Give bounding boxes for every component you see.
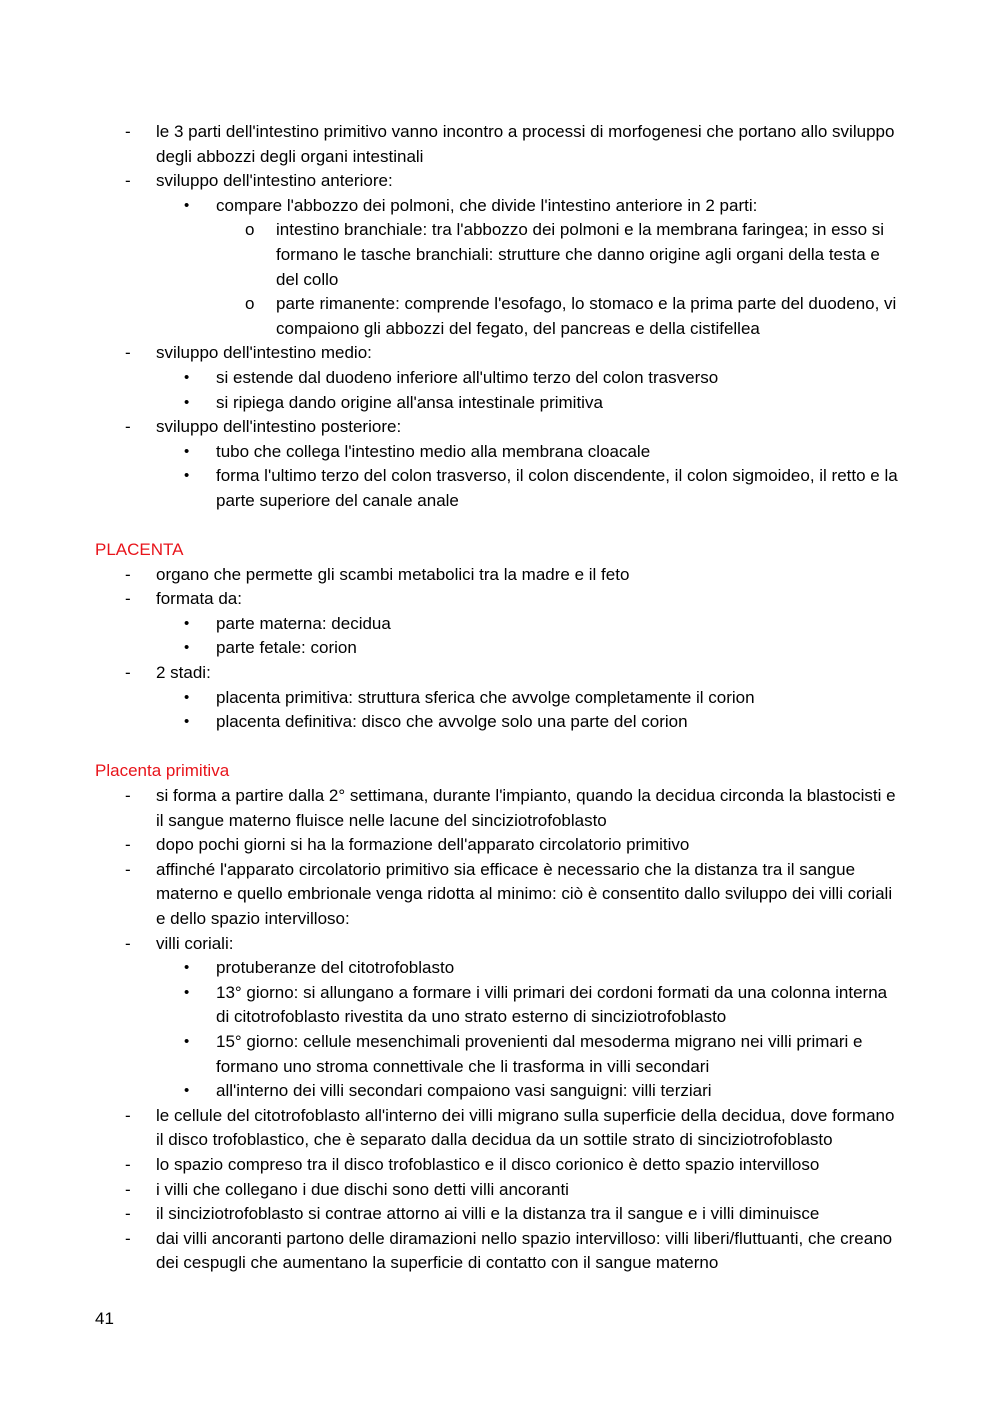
- list-item: [95, 932, 905, 957]
- list-item-text: forma l'ultimo terzo del colon trasverso, il colon discendente, il colon sigmoideo, il retto e la parte superiore del canale anale: [216, 466, 898, 510]
- list-item-text: formata da:: [156, 589, 242, 609]
- dash-marker: -: [125, 1228, 131, 1248]
- list-item-text: dai villi ancoranti partono delle diramazioni nello spazio intervilloso: villi liberi/fluttuanti, che creano dei cespugli che aumentano la superficie di contatto con il sangue materno: [156, 1228, 893, 1273]
- list-item-text: sviluppo dell'intestino posteriore:: [156, 417, 402, 437]
- list-item: [95, 415, 905, 440]
- dash-marker: -: [125, 859, 131, 879]
- page-number: 41: [95, 1309, 114, 1328]
- dash-marker: -: [125, 417, 131, 437]
- dash-marker: -: [125, 663, 131, 683]
- list-item-text: placenta primitiva: struttura sferica che avvolge completamente il corion: [216, 687, 755, 707]
- bullet-marker: •: [184, 1032, 190, 1050]
- dash-marker: -: [125, 1105, 131, 1125]
- sub-marker: o: [245, 294, 255, 314]
- list-item: [95, 218, 905, 292]
- list-item: [95, 1030, 905, 1079]
- bullet-marker: •: [184, 614, 190, 632]
- list-item: [95, 1202, 905, 1227]
- list-item: [95, 833, 905, 858]
- dash-marker: -: [125, 589, 131, 609]
- list-item-text: all'interno dei villi secondari compaiono vasi sanguigni: villi terziari: [216, 1081, 712, 1101]
- bullet-marker: •: [184, 959, 190, 977]
- list-item: [95, 1227, 905, 1276]
- bullet-marker: •: [184, 688, 190, 706]
- sub-marker: o: [245, 220, 255, 240]
- dash-marker: -: [125, 1204, 131, 1224]
- bullet-marker: •: [184, 393, 190, 411]
- dash-marker: -: [125, 835, 131, 855]
- list-item-text: affinché l'apparato circolatorio primitivo sia efficace è necessario che la distanza tra il sangue materno e quello embrionale venga ridotta al minimo: ciò è consentito dallo sviluppo dei villi coriali e dello spazio intervilloso:: [156, 859, 893, 928]
- list-item-text: le 3 parti dell'intestino primitivo vanno incontro a processi di morfogenesi che portano allo sviluppo degli abbozzi degli organi intestinali: [156, 122, 895, 166]
- dash-marker: -: [125, 786, 131, 806]
- list-item-text: il sinciziotrofoblasto si contrae attorno ai villi e la distanza tra il sangue e i villi diminuisce: [156, 1204, 820, 1224]
- list-item: [95, 366, 905, 391]
- list-item-text: parte materna: decidua: [216, 613, 391, 633]
- list-item-text: le cellule del citotrofoblasto all'interno dei villi migrano sulla superficie della decidua, dove formano il disco trofoblastico, che è separato dalla decidua da un sottile strato di sinciziotrofoblasto: [156, 1105, 895, 1150]
- list-item: [95, 292, 905, 341]
- list-item: [95, 169, 905, 194]
- dash-marker: -: [125, 1179, 131, 1199]
- page-content: [95, 120, 905, 1276]
- bullet-marker: •: [184, 196, 190, 214]
- list-item: [95, 686, 905, 711]
- dash-marker: -: [125, 343, 131, 363]
- list-item-text: tubo che collega l'intestino medio alla membrana cloacale: [216, 441, 651, 461]
- list-item-text: 15° giorno: cellule mesenchimali provenienti dal mesoderma migrano nei villi primari e formano uno stroma connettivale che li trasforma in villi secondari: [216, 1031, 863, 1076]
- bullet-marker: •: [184, 713, 190, 731]
- dash-marker: -: [125, 933, 131, 953]
- list-item-text: placenta definitiva: disco che avvolge solo una parte del corion: [216, 712, 688, 732]
- list-item: [95, 1178, 905, 1203]
- list-item-text: compare l'abbozzo dei polmoni, che divide l'intestino anteriore in 2 parti:: [216, 195, 758, 215]
- list-item-text: parte rimanente: comprende l'esofago, lo stomaco e la prima parte del duodeno, vi compaiono gli abbozzi del fegato, del pancreas e della cistifellea: [276, 294, 897, 338]
- paragraph-gap: [95, 735, 905, 760]
- list-item: [95, 784, 905, 833]
- list-item-text: 2 stadi:: [156, 663, 211, 683]
- list-item: [95, 612, 905, 637]
- list-item: [95, 341, 905, 366]
- list-item: [95, 587, 905, 612]
- list-item: [95, 194, 905, 219]
- list-item-text: si estende dal duodeno inferiore all'ultimo terzo del colon trasverso: [216, 367, 719, 387]
- bullet-marker: •: [184, 983, 190, 1001]
- bullet-marker: •: [184, 368, 190, 386]
- section-heading-placenta-primitiva: Placenta primitiva: [95, 761, 230, 781]
- list-item: [95, 464, 905, 513]
- list-item: [95, 1079, 905, 1104]
- list-item: [95, 636, 905, 661]
- paragraph-gap: [95, 514, 905, 539]
- list-item-text: i villi che collegano i due dischi sono detti villi ancoranti: [156, 1179, 569, 1199]
- list-item-text: intestino branchiale: tra l'abbozzo dei polmoni e la membrana faringea; in esso si formano le tasche branchiali: strutture che danno origine agli organi della testa e del collo: [276, 220, 885, 289]
- list-item: [95, 661, 905, 686]
- list-item-text: villi coriali:: [156, 933, 234, 953]
- list-item: [95, 858, 905, 932]
- list-item-text: si forma a partire dalla 2° settimana, durante l'impianto, quando la decidua circonda la blastocisti e il sangue materno fluisce nelle lacune del sinciziotrofoblasto: [156, 786, 896, 830]
- list-item: [95, 1153, 905, 1178]
- list-item-text: 13° giorno: si allungano a formare i villi primari dei cordoni formati da una colonna interna di citotrofoblasto rivestita da uno strato esterno di sinciziotrofoblasto: [216, 982, 888, 1027]
- bullet-marker: •: [184, 1082, 190, 1100]
- list-item-text: dopo pochi giorni si ha la formazione dell'apparato circolatorio primitivo: [156, 835, 690, 855]
- list-item-text: sviluppo dell'intestino medio:: [156, 343, 372, 363]
- list-item: [95, 440, 905, 465]
- list-item-text: organo che permette gli scambi metabolici tra la madre e il feto: [156, 564, 630, 584]
- list-item: [95, 391, 905, 416]
- list-item: [95, 1104, 905, 1153]
- list-item-text: si ripiega dando origine all'ansa intestinale primitiva: [216, 392, 603, 412]
- list-item-text: parte fetale: corion: [216, 638, 357, 658]
- list-item: [95, 120, 905, 169]
- list-item: [95, 981, 905, 1030]
- list-item-text: protuberanze del citotrofoblasto: [216, 958, 455, 978]
- dash-marker: -: [125, 171, 131, 191]
- list-item: [95, 563, 905, 588]
- bullet-marker: •: [184, 639, 190, 657]
- dash-marker: -: [125, 122, 131, 141]
- list-item: [95, 710, 905, 735]
- section-heading-placenta: PLACENTA: [95, 540, 184, 560]
- list-item: [95, 956, 905, 981]
- dash-marker: -: [125, 564, 131, 584]
- dash-marker: -: [125, 1154, 131, 1174]
- list-item-text: lo spazio compreso tra il disco trofoblastico e il disco corionico è detto spazio intervilloso: [156, 1154, 820, 1174]
- bullet-marker: •: [184, 442, 190, 460]
- list-item-text: sviluppo dell'intestino anteriore:: [156, 171, 393, 191]
- bullet-marker: •: [184, 467, 190, 485]
